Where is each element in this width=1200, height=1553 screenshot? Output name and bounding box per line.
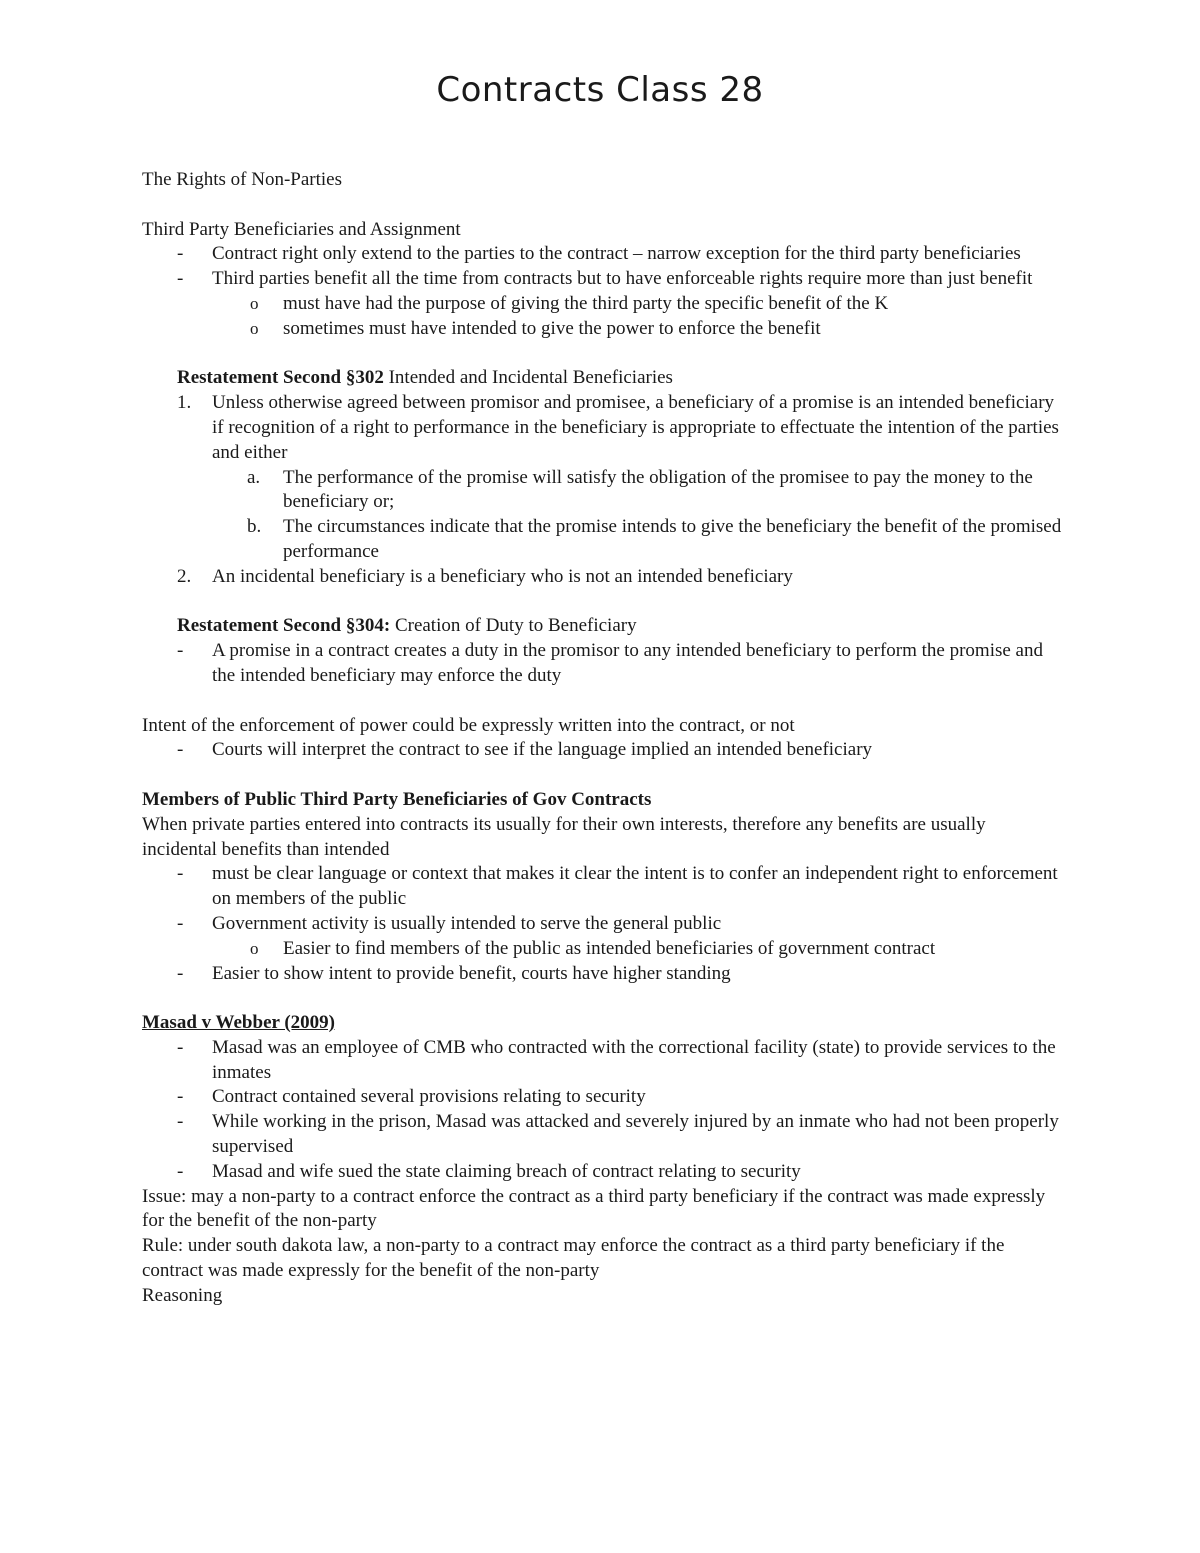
list-item	[142, 962, 1062, 987]
numbered-text: An incidental beneficiary is a beneficiary who is not an intended beneficiary	[212, 565, 793, 587]
bullet-text: Courts will interpret the contract to see if the language implied an intended beneficiary	[212, 739, 873, 761]
number-marker: 1.	[177, 392, 192, 414]
sub-bullet-text: sometimes must have intended to give the power to enforce the benefit	[283, 317, 821, 339]
bullet-text: A promise in a contract creates a duty in the promisor to any intended beneficiary to perform the promise and the intended beneficiary may enforce the duty	[212, 640, 1043, 686]
document-body	[142, 168, 1062, 1309]
sub-bullet-text: must have had the purpose of giving the third party the specific benefit of the K	[283, 292, 889, 314]
list-item	[142, 738, 1062, 763]
page-title: Contracts Class 28	[436, 70, 764, 110]
dash-marker: -	[177, 1111, 184, 1133]
list-item	[142, 1036, 1062, 1086]
lettered-item	[142, 466, 1062, 516]
lettered-text: The circumstances indicate that the promise intends to give the beneficiary the benefit of the promised performance	[283, 516, 1062, 562]
section-subheading-third-party: Third Party Beneficiaries and Assignment	[142, 218, 461, 240]
case-heading	[142, 1011, 1062, 1036]
sub-bullet-text: Easier to find members of the public as intended beneficiaries of government contract	[283, 937, 936, 959]
bullet-text: While working in the prison, Masad was attacked and severely injured by an inmate who had not been properly supervised	[212, 1111, 1059, 1158]
dash-marker: -	[177, 1036, 184, 1058]
bullet-text: Masad was an employee of CMB who contracted with the correctional facility (state) to provide services to the inmates	[212, 1036, 1056, 1083]
list-item	[142, 1085, 1062, 1110]
letter-marker: b.	[247, 516, 262, 538]
sub-list-item	[142, 937, 1062, 962]
dash-marker: -	[177, 1160, 184, 1182]
public-heading-text: Members of Public Third Party Beneficiaries of Gov Contracts	[142, 788, 652, 810]
sub-list-item	[142, 317, 1062, 342]
lettered-item	[142, 515, 1062, 565]
case-rule: Rule: under south dakota law, a non-party to a contract may enforce the contract as a third party beneficiary if the contract was made expressly for the benefit of the non-party	[142, 1235, 1005, 1282]
letter-marker: a.	[247, 466, 261, 488]
bullet-text: Contract contained several provisions relating to security	[212, 1086, 646, 1108]
public-beneficiaries-heading	[142, 788, 1062, 813]
bullet-text: Easier to show intent to provide benefit, courts have higher standing	[212, 962, 731, 984]
list-item	[142, 1110, 1062, 1160]
intent-paragraph: Intent of the enforcement of power could be expressly written into the contract, or not	[142, 714, 795, 736]
case-reasoning: Reasoning	[142, 1284, 223, 1306]
sub-list-item	[142, 292, 1062, 317]
circle-marker: o	[250, 938, 259, 958]
dash-marker: -	[177, 268, 184, 290]
numbered-item	[142, 391, 1062, 465]
circle-marker: o	[250, 318, 259, 338]
public-paragraph: When private parties entered into contracts its usually for their own interests, therefore any benefits are usually incidental benefits than intended	[142, 813, 986, 860]
dash-marker: -	[177, 912, 184, 934]
restatement-302-title: Intended and Incidental Beneficiaries	[383, 367, 673, 389]
bullet-text: Government activity is usually intended to serve the general public	[212, 912, 722, 934]
bullet-text: Contract right only extend to the parties to the contract – narrow exception for the third party beneficiaries	[212, 243, 1021, 265]
restatement-302-label: Restatement Second §302	[177, 367, 384, 389]
dash-marker: -	[177, 962, 184, 984]
case-heading-text: Masad v Webber (2009)	[142, 1012, 335, 1034]
dash-marker: -	[177, 243, 184, 265]
list-item	[142, 267, 1062, 292]
numbered-text: Unless otherwise agreed between promisor and promisee, a beneficiary of a promise is an intended beneficiary if recognition of a right to performance in the beneficiary is appropriate to effectuate the intention of the parties and either	[212, 392, 1059, 463]
section-heading-non-parties: The Rights of Non-Parties	[142, 169, 343, 190]
dash-marker: -	[177, 863, 184, 885]
dash-marker: -	[177, 739, 184, 761]
bullet-text: Masad and wife sued the state claiming breach of contract relating to security	[212, 1160, 801, 1182]
list-item	[142, 639, 1062, 689]
bullet-text: must be clear language or context that makes it clear the intent is to confer an independent right to enforcement on members of the public	[212, 863, 1058, 910]
restatement-304-heading	[142, 614, 1062, 639]
dash-marker: -	[177, 640, 184, 662]
circle-marker: o	[250, 293, 259, 313]
number-marker: 2.	[177, 565, 192, 587]
numbered-item	[142, 565, 1062, 590]
list-item	[142, 912, 1062, 937]
dash-marker: -	[177, 1086, 184, 1108]
restatement-304-title: Creation of Duty to Beneficiary	[390, 615, 637, 637]
list-item	[142, 1160, 1062, 1185]
restatement-304-label: Restatement Second §304:	[177, 615, 391, 637]
restatement-302-heading	[142, 366, 1062, 391]
lettered-text: The performance of the promise will satisfy the obligation of the promisee to pay the money to the beneficiary or;	[283, 466, 1033, 513]
list-item	[142, 242, 1062, 267]
bullet-text: Third parties benefit all the time from contracts but to have enforceable rights require more than just benefit	[212, 268, 1033, 290]
case-issue: Issue: may a non-party to a contract enforce the contract as a third party beneficiary if the contract was made expressly for the benefit of the non-party	[142, 1185, 1046, 1232]
list-item	[142, 862, 1062, 912]
